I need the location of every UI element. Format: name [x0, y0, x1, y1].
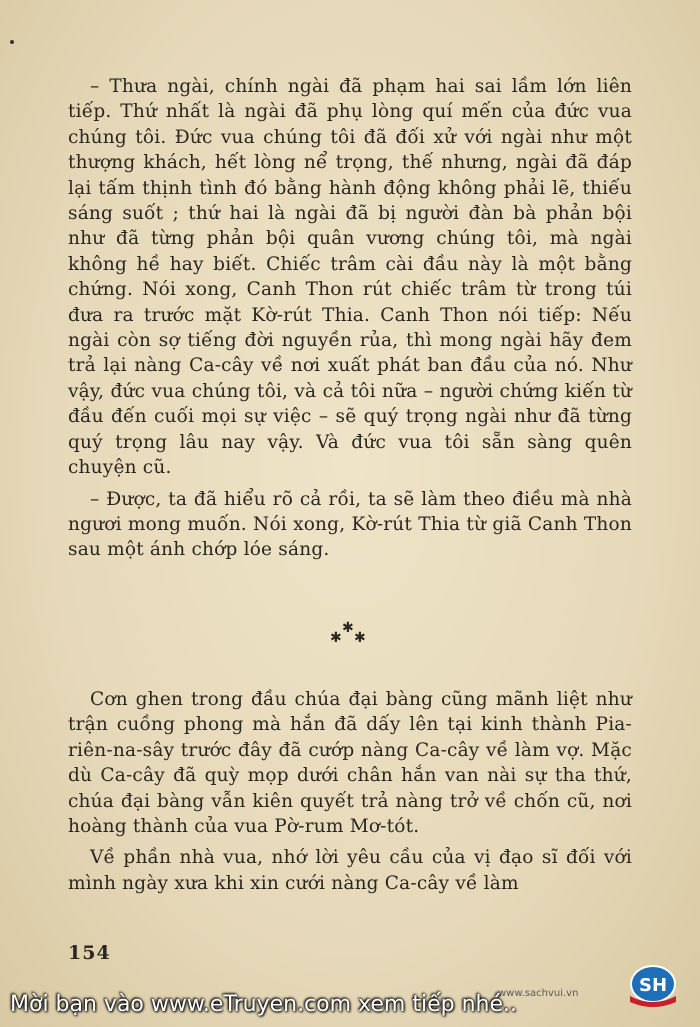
footer-banner — [0, 980, 700, 1027]
paragraph-dialogue-2: – Được, ta đã hiểu rõ cả rồi, ta sẽ làm theo điều mà nhà ngươi mong muốn. Nói xong, Kờ-rút Thia từ giã Canh Thon sau một ánh chớp lóe sáng. — [68, 488, 632, 561]
separator-star-icon: ✱ — [354, 630, 366, 646]
section-separator — [324, 620, 374, 650]
bottom-text-block — [68, 687, 632, 902]
logo-letters: SH — [638, 975, 668, 996]
separator-star-icon: ✱ — [342, 620, 354, 636]
ink-speck — [10, 40, 14, 44]
paragraph-narrative-2: Về phần nhà vua, nhớ lời yêu cầu của vị đạo sĩ đối với mình ngày xưa khi xin cưới nàng Ca-cây về làm — [68, 847, 632, 894]
top-text-block — [68, 74, 632, 569]
page-number: 154 — [68, 942, 111, 964]
separator-star-icon: ✱ — [330, 630, 342, 646]
paragraph-narrative-1: Cơn ghen trong đầu chúa đại bàng cũng mãnh liệt như trận cuồng phong mà hắn đã dấy lên tại kinh thành Pia-riên-na-sây trước đây đã cướp nàng Ca-cây về làm vợ. Mặc dù Ca-cây đã quỳ mọp dưới chân hắn van nài sự tha thứ, chúa đại bàng vẫn kiên quyết trả nàng trở về chốn cũ, nơi hoàng thành của vua Pờ-rum Mơ-tót. — [68, 689, 632, 838]
paragraph-dialogue-1: – Thưa ngài, chính ngài đã phạm hai sai lầm lớn liên tiếp. Thứ nhất là ngài đã phụ lòng quí mến của đức vua chúng tôi. Đức vua chúng tôi đã đối xử với ngài như một thượng khách, hết lòng nể trọng, thế nhưng, ngài đã đáp lại tấm thịnh tình đó bằng hành động không phải lẽ, thiếu sáng suốt ; thứ hai là ngài đã bị người đàn bà phản bội như đã từng phản bội quân vương chúng tôi, mà ngài không hề hay biết. Chiếc trâm cài đầu này là một bằng chứng. Nói xong, Canh Thon rút chiếc trâm từ trong túi đưa ra trước mặt Kờ-rút Thia. Canh Thon nói tiếp: Nếu ngài còn sợ tiếng đời nguyền rủa, thì mong ngài hãy đem trả lại nàng Ca-cây về nơi xuất phát ban đầu của nó. Như vậy, đức vua chúng tôi, và cả tôi nữa – người chứng kiến từ đầu đến cuối mọi sự việc – sẽ quý trọng ngài như đã từng quý trọng lâu nay vậy. Và đức vua tôi sẵn sàng quên chuyện cũ. — [68, 76, 632, 479]
watermark-url[interactable]: www.sachvui.vn — [498, 988, 579, 999]
footer-link-text[interactable]: Mời bạn vào www.eTruyen.com xem tiếp nhé.. — [10, 992, 517, 1017]
